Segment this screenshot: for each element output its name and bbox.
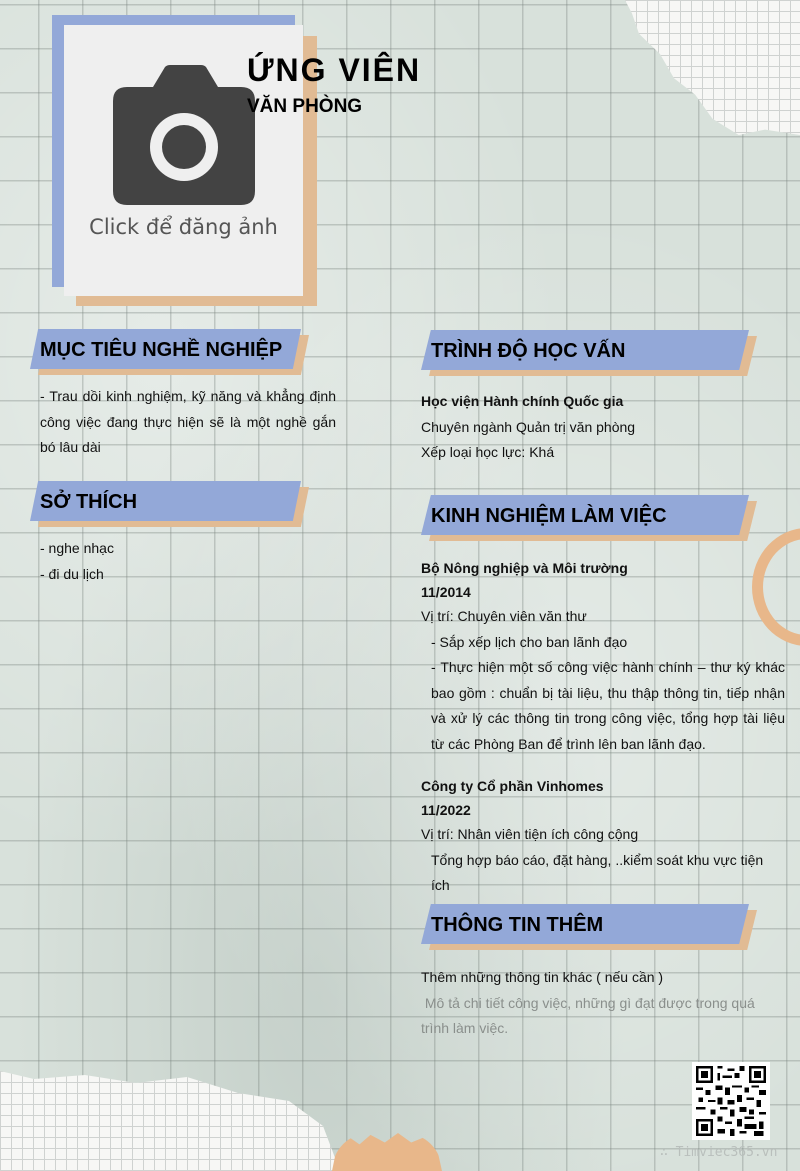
section-title: KINH NGHIỆM LÀM VIỆC <box>431 505 667 527</box>
education-details[interactable] <box>421 389 786 466</box>
job-date: 11/2014 <box>421 584 471 600</box>
experience-job-1[interactable] <box>421 556 785 757</box>
section-header-experience <box>421 495 749 535</box>
section-header-education <box>421 330 749 370</box>
major: Chuyên ngành Quản trị văn phòng <box>421 418 636 435</box>
section-header-career-objective <box>30 329 301 369</box>
job-duty: - Thực hiện một số công việc hành chính – thư ký khác bao gồm : chuẩn bị tài liệu, thu thập thông tin, tiếp nhận và xử lý các thông tin trong công việc, tổng hợp tài liệu từ các Phòng Ban để trình lên ban lãnh đạo. <box>431 659 785 752</box>
additional-info-text: Thêm những thông tin khác ( nếu cần ) <box>421 969 664 985</box>
additional-info[interactable] <box>421 965 785 1042</box>
torn-paper-decoration <box>625 0 800 135</box>
job-duty: Tổng hợp báo cáo, đặt hàng, ..kiểm soát khu vực tiện ích <box>431 851 764 893</box>
section-title: TRÌNH ĐỘ HỌC VẤN <box>431 340 626 362</box>
section-title: MỤC TIÊU NGHỀ NGHIỆP <box>40 339 283 361</box>
job-date: 11/2022 <box>421 802 471 818</box>
job-position: Vị trí: Nhân viên tiện ích công cộng <box>421 826 639 842</box>
orange-blob-decoration <box>332 1133 442 1171</box>
qr-code <box>692 1062 770 1140</box>
hobbies-list[interactable] <box>40 536 336 587</box>
section-header-additional-info <box>421 904 749 944</box>
experience-job-2[interactable] <box>421 774 785 899</box>
job-position: Vị trí: Chuyên viên văn thư <box>421 608 587 624</box>
section-header-hobbies <box>30 481 301 521</box>
section-title: SỞ THÍCH <box>40 491 138 513</box>
career-objective-text[interactable]: - Trau dồi kinh nghiệm, kỹ năng và khẳng định công việc đang thực hiện sẽ là một nghề gắn bó lâu dài <box>40 388 336 455</box>
photo-caption: Click để đăng ảnh <box>89 215 278 239</box>
company-name: Công ty Cổ phần Vinhomes <box>421 778 604 794</box>
job-title[interactable]: VĂN PHÒNG <box>247 96 363 117</box>
grade: Xếp loại học lực: Khá <box>421 444 555 460</box>
additional-info-placeholder: Mô tả chi tiết công việc, những gì đạt được trong quá trình làm việc. <box>421 994 759 1036</box>
list-item: - đi du lịch <box>40 565 104 582</box>
watermark: ∴ Timviec365.vn <box>660 1145 778 1160</box>
company-name: Bộ Nông nghiệp và Môi trường <box>421 560 628 576</box>
camera-icon <box>113 65 255 205</box>
torn-paper-decoration <box>0 1071 340 1171</box>
candidate-name[interactable]: ỨNG VIÊN <box>247 52 422 88</box>
qr-code-icon <box>696 1066 766 1136</box>
list-item: - nghe nhạc <box>40 540 114 556</box>
job-duty: - Sắp xếp lịch cho ban lãnh đạo <box>431 633 628 650</box>
section-title: THÔNG TIN THÊM <box>431 914 604 936</box>
school-name: Học viện Hành chính Quốc gia <box>421 393 624 409</box>
